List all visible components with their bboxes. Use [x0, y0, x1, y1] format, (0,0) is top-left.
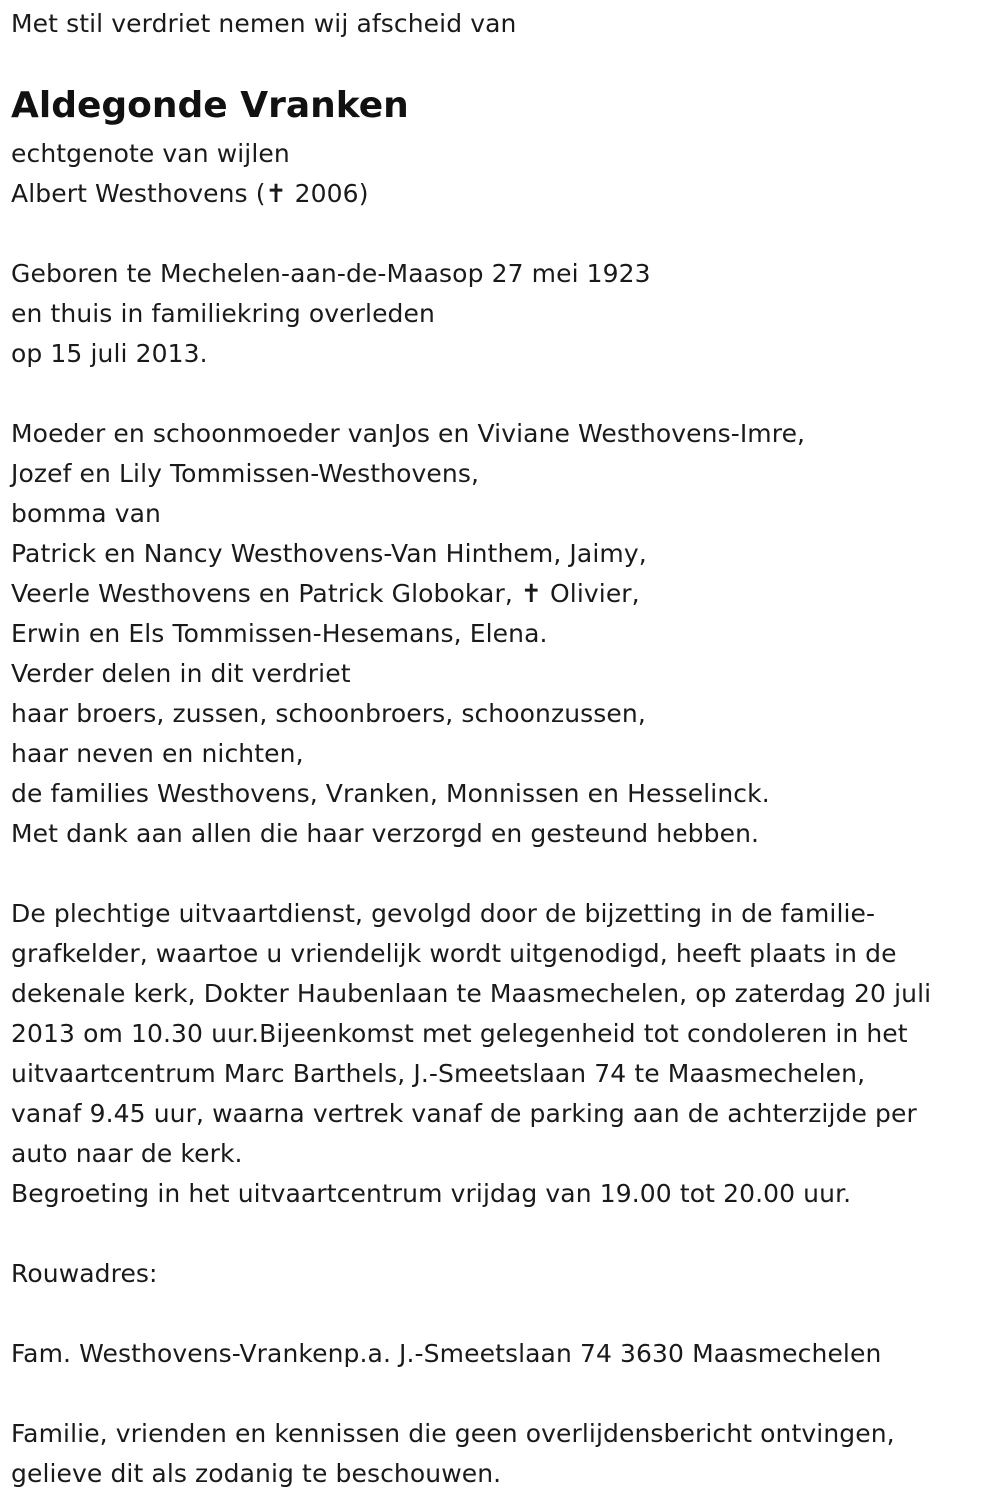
birth-death-line: en thuis in familiekring overleden [11, 299, 435, 328]
family-line: Veerle Westhovens en Patrick Globokar, ✝ Olivier, [11, 579, 640, 608]
ceremony-line: dekenale kerk, Dokter Haubenlaan te Maasmechelen, op zaterdag 20 juli [11, 979, 932, 1008]
closing-line: Familie, vrienden en kennissen die geen overlijdensbericht ontvingen, [11, 1419, 895, 1448]
family-line: Verder delen in dit verdriet [11, 659, 351, 688]
closing-line: gelieve dit als zodanig te beschouwen. [11, 1459, 502, 1488]
family-line: Jozef en Lily Tommissen-Westhovens, [11, 459, 480, 488]
ceremony-line: grafkelder, waartoe u vriendelijk wordt uitgenodigd, heeft plaats in de [11, 939, 897, 968]
family-line: Erwin en Els Tommissen-Hesemans, Elena. [11, 619, 548, 648]
birth-death-line: Geboren te Mechelen-aan-de-Maasop 27 mei 1923 [11, 259, 651, 288]
family-line: Met dank aan allen die haar verzorgd en gesteund hebben. [11, 819, 760, 848]
family-line: haar broers, zussen, schoonbroers, schoonzussen, [11, 699, 646, 728]
birth-death-line: op 15 juli 2013. [11, 339, 208, 368]
address-label: Rouwadres: [11, 1259, 158, 1288]
ceremony-line: vanaf 9.45 uur, waarna vertrek vanaf de parking aan de achterzijde per [11, 1099, 917, 1128]
ceremony-line: De plechtige uitvaartdienst, gevolgd door de bijzetting in de familie- [11, 899, 876, 928]
mourning-address: Fam. Westhovens-Vrankenp.a. J.-Smeetslaan 74 3630 Maasmechelen [11, 1339, 882, 1368]
family-line: de families Westhovens, Vranken, Monnissen en Hesselinck. [11, 779, 770, 808]
family-line: haar neven en nichten, [11, 739, 304, 768]
intro-text: Met stil verdriet nemen wij afscheid van [11, 9, 517, 38]
family-line: Patrick en Nancy Westhovens-Van Hinthem, Jaimy, [11, 539, 647, 568]
ceremony-line: 2013 om 10.30 uur.Bijeenkomst met gelegenheid tot condoleren in het [11, 1019, 908, 1048]
family-line: bomma van [11, 499, 161, 528]
deceased-name: Aldegonde Vranken [11, 85, 409, 126]
spouse-line: Albert Westhovens (✝ 2006) [11, 179, 369, 208]
ceremony-line: auto naar de kerk. [11, 1139, 243, 1168]
ceremony-line: uitvaartcentrum Marc Barthels, J.-Smeetslaan 74 te Maasmechelen, [11, 1059, 866, 1088]
spouse-line: echtgenote van wijlen [11, 139, 290, 168]
family-line: Moeder en schoonmoeder vanJos en Viviane Westhovens-Imre, [11, 419, 806, 448]
ceremony-line: Begroeting in het uitvaartcentrum vrijdag van 19.00 tot 20.00 uur. [11, 1179, 852, 1208]
